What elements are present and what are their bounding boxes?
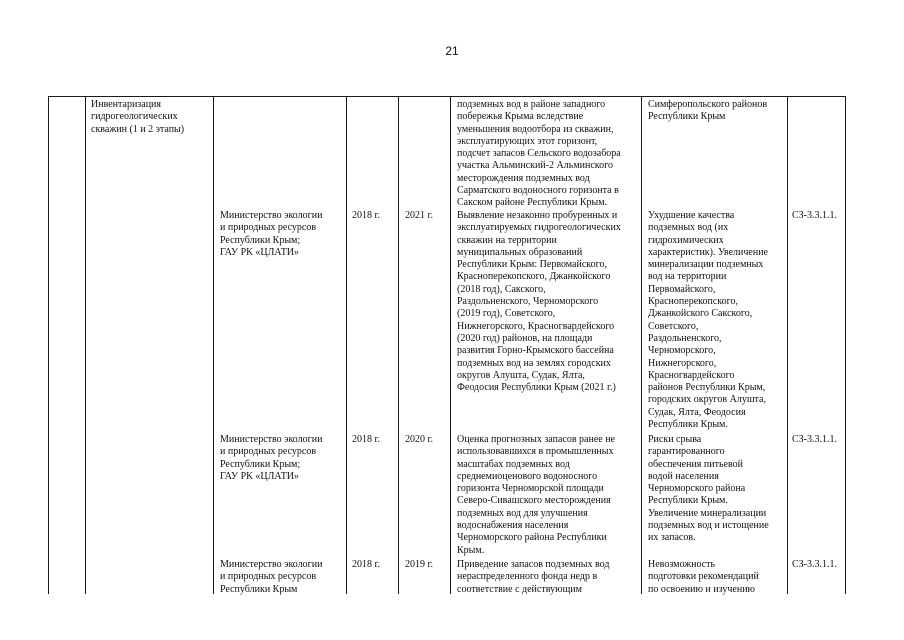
row1-description: Выявление незаконно пробуренных и эксплуатируемых гидрогеологических скважин на территории муниципальных образований Республики Крым: Первомайского, Красноперекопского, Джанкойского (2018 год), Сакского, Раздольненского, Черноморского (2019 год), Советского, Нижнегорского, Красногвардейского (2020 год) районов, на площади развития Горно-Крымского бассейна подземных вод на землях городских округов Алушта, Судак, Ялта, Феодосия Республики Крым (2021 г.) <box>457 210 621 394</box>
row2-risk: Риски срыва гарантированного обеспечения питьевой водой населения Черноморского района Республики Крым. Увеличение минерализации подземных вод и истощение их запасов. <box>648 434 769 544</box>
column-divider <box>213 96 214 594</box>
column-divider <box>346 96 347 594</box>
row1-end-year: 2021 г. <box>405 210 433 221</box>
row2-description: Оценка прогнозных запасов ранее не использовавшихся в промышленных масштабах подземных вод среднемиоценового водоносного горизонта Черноморской площади Северо-Сивашского месторождения подземных вод для улучшения водоснабжения населения Черноморского района Республики Крым. <box>457 434 615 556</box>
table-border-top <box>48 96 846 97</box>
row2-code: СЗ-3.3.1.1. <box>792 434 838 445</box>
row3-executor: Министерство экологии и природных ресурсов Республики Крым <box>220 559 323 595</box>
program-title: Инвентаризация гидрогеологических скважин (1 и 2 этапы) <box>91 99 185 135</box>
table-border-right <box>845 96 846 594</box>
row3-description: Приведение запасов подземных вод нераспределенного фонда недр в соответствие с действующим <box>457 559 610 595</box>
row2-executor: Министерство экологии и природных ресурсов Республики Крым; ГАУ РК «ЦЛАТИ» <box>220 434 323 482</box>
row1-executor: Министерство экологии и природных ресурсов Республики Крым; ГАУ РК «ЦЛАТИ» <box>220 210 323 258</box>
page-number: 21 <box>445 44 459 58</box>
column-divider <box>398 96 399 594</box>
column-divider <box>787 96 788 594</box>
measures-table <box>48 96 846 594</box>
row2-start-year: 2018 г. <box>352 434 380 445</box>
row3-start-year: 2018 г. <box>352 559 380 570</box>
table-border-left <box>48 96 49 594</box>
row0-risk: Симферопольского районов Республики Крым <box>648 99 768 123</box>
row0-description: подземных вод в районе западного побережья Крыма вследствие уменьшения водоотбора из скважин, эксплуатирующих этот горизонт, подсчет запасов Сельского водозабора участка Альминский-2 Альминского месторождения подземных вод Сарматского водоносного горизонта в Сакском районе Республики Крым. <box>457 99 621 209</box>
column-divider <box>450 96 451 594</box>
column-divider <box>85 96 86 594</box>
row3-risk: Невозможность подготовки рекомендаций по освоению и изучению <box>648 559 759 595</box>
row3-code: СЗ-3.3.1.1. <box>792 559 838 570</box>
row2-end-year: 2020 г. <box>405 434 433 445</box>
row1-code: СЗ-3.3.1.1. <box>792 210 838 221</box>
row1-start-year: 2018 г. <box>352 210 380 221</box>
column-divider <box>641 96 642 594</box>
row3-end-year: 2019 г. <box>405 559 433 570</box>
row1-risk: Ухудшение качества подземных вод (их гидрохимических характеристик). Увеличение минерализации подземных вод на территории Первомайского, Красноперекопского, Джанкойского Сакского, Советского, Раздольненского, Черноморского, Нижнегорского, Красногвардейского районов Республики Крым, городских округов Алушта, Судак, Ялта, Феодосия Республики Крым. <box>648 210 768 431</box>
